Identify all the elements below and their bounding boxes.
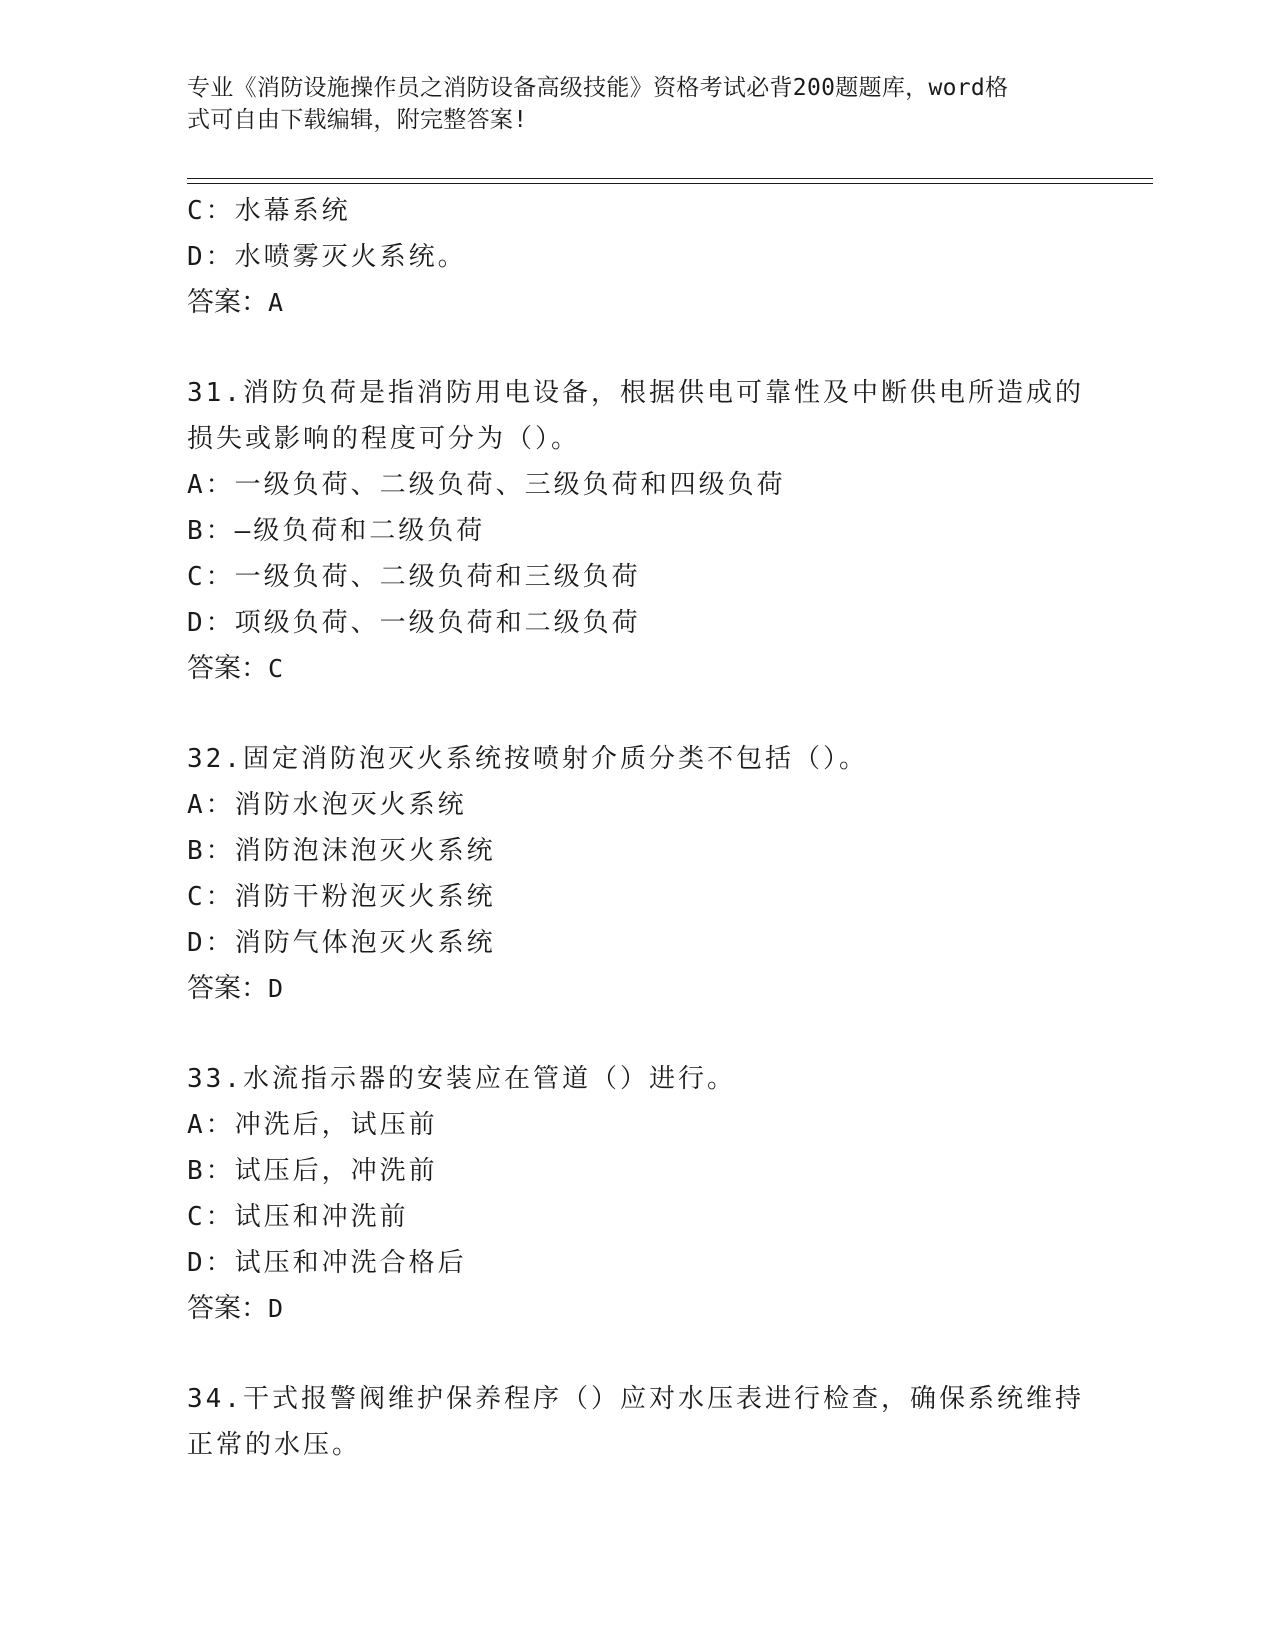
answer-value: A <box>268 288 284 317</box>
header-line-1: 专业《消防设施操作员之消防设备高级技能》资格考试必背200题题库，word格 <box>187 75 1009 101</box>
answer-label: 答案： <box>187 287 268 318</box>
question-stem-line-1: 31.消防负荷是指消防用电设备，根据供电可靠性及中断供电所造成的 <box>187 378 1084 408</box>
option-b: B：—级负荷和二级负荷 <box>187 516 486 546</box>
answer-value: D <box>268 974 284 1003</box>
question-33 <box>187 1056 1087 1332</box>
option-d: D：项级负荷、一级负荷和二级负荷 <box>187 608 641 638</box>
answer-label: 答案： <box>187 973 268 1004</box>
answer-line <box>187 1286 1087 1332</box>
page-header <box>187 72 1067 136</box>
question-stem-line-2: 损失或影响的程度可分为（）。 <box>187 424 581 454</box>
question-31 <box>187 370 1087 692</box>
answer-label: 答案： <box>187 1293 268 1324</box>
option-c: C：一级负荷、二级负荷和三级负荷 <box>187 562 641 592</box>
question-32 <box>187 736 1087 1012</box>
answer-label: 答案： <box>187 653 268 684</box>
question-stem-line-1: 34.干式报警阀维护保养程序（）应对水压表进行检查，确保系统维持 <box>187 1384 1084 1414</box>
option-b: B：试压后，冲洗前 <box>187 1156 438 1186</box>
question-34 <box>187 1376 1087 1468</box>
option-d: D：水喷雾灭火系统。 <box>187 242 467 272</box>
answer-line <box>187 966 1087 1012</box>
option-b: B：消防泡沫泡灭火系统 <box>187 836 496 866</box>
answer-line <box>187 646 1087 692</box>
option-a: A：消防水泡灭火系统 <box>187 790 467 820</box>
question-stem-line-1: 32.固定消防泡灭火系统按喷射介质分类不包括（）。 <box>187 744 868 774</box>
option-d: D：消防气体泡灭火系统 <box>187 928 496 958</box>
option-a: A：冲洗后，试压前 <box>187 1110 438 1140</box>
option-d: D：试压和冲洗合格后 <box>187 1248 467 1278</box>
answer-line <box>187 280 1087 326</box>
question-30 <box>187 188 1087 326</box>
question-stem-line-2: 正常的水压。 <box>187 1430 362 1460</box>
header-line-2: 式可自由下载编辑，附完整答案! <box>187 107 528 133</box>
option-a: A：一级负荷、二级负荷、三级负荷和四级负荷 <box>187 470 786 500</box>
answer-value: D <box>268 1294 284 1323</box>
header-divider <box>187 178 1153 184</box>
option-c: C：消防干粉泡灭火系统 <box>187 882 496 912</box>
option-c: C：水幕系统 <box>187 196 351 226</box>
question-list <box>187 188 1087 1468</box>
answer-value: C <box>268 654 284 683</box>
option-c: C：试压和冲洗前 <box>187 1202 409 1232</box>
question-stem-line-1: 33.水流指示器的安装应在管道（）进行。 <box>187 1064 736 1094</box>
